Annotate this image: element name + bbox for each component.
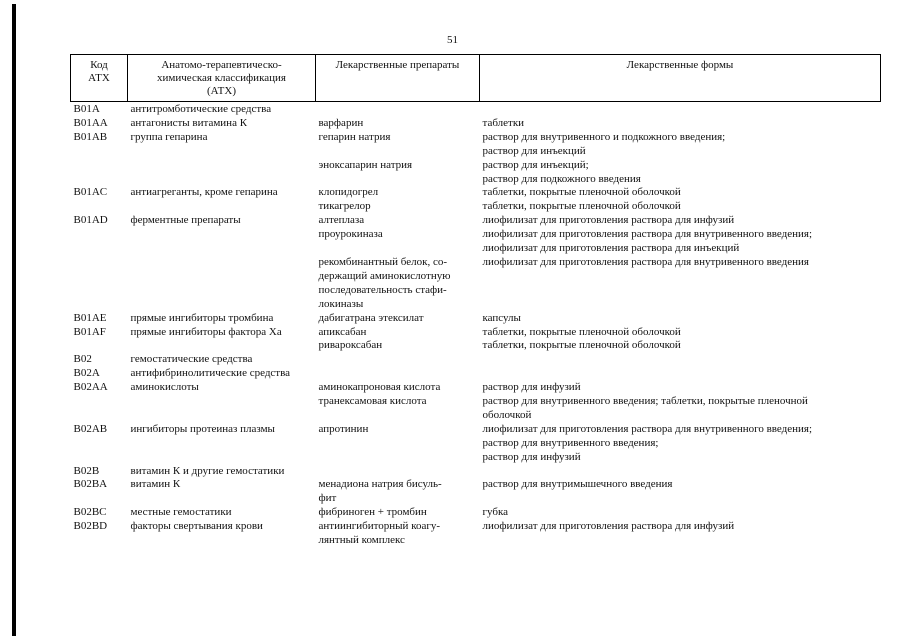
dosage-form-line: таблетки	[482, 116, 525, 129]
drug-cell	[316, 200, 480, 214]
classification-cell: местные гемостатики	[130, 506, 232, 519]
drug-cell	[316, 159, 480, 187]
dosage-form-line: раствор для внутривенного введения;	[482, 436, 659, 449]
drug-cell	[316, 339, 480, 353]
table-row	[71, 465, 881, 479]
table-row	[71, 339, 881, 353]
header-drugs	[316, 55, 480, 102]
table-row	[71, 478, 881, 506]
table-row	[71, 326, 881, 340]
drug-cell	[316, 381, 480, 395]
table-row	[71, 381, 881, 395]
dosage-form-cell	[480, 102, 881, 117]
header-line: (АТХ)	[207, 85, 236, 97]
classification-cell: антифибринолитические средства	[130, 367, 291, 380]
drug-line: варфарин	[318, 116, 364, 129]
atx-code-cell	[71, 256, 128, 312]
table-row	[71, 395, 881, 423]
dosage-form-line: раствор для подкожного введения	[482, 172, 641, 185]
drug-line: апиксабан	[318, 325, 367, 338]
dosage-form-cell	[480, 423, 881, 465]
drug-line: лянтный комплекс	[318, 534, 405, 547]
atx-code-cell: B02BC	[73, 506, 107, 519]
atx-code-cell: B01AC	[73, 186, 108, 199]
drug-line: держащий аминокислотную	[318, 269, 451, 282]
dosage-form-cell	[480, 131, 881, 159]
dosage-form-cell	[480, 339, 881, 353]
drug-cell	[316, 117, 480, 131]
table-row	[71, 228, 881, 256]
dosage-form-line: лиофилизат для приготовления раствора для внутривенного введения;	[482, 228, 813, 241]
table-row	[71, 214, 881, 228]
drug-line: рекомбинантный белок, со-	[318, 255, 447, 268]
table-row	[71, 367, 881, 381]
header-line: АТХ	[88, 72, 110, 84]
header-line: Лекарственные препараты	[335, 59, 460, 71]
dosage-form-cell	[480, 520, 881, 548]
table-row	[71, 186, 881, 200]
dosage-form-line: таблетки, покрытые пленочной оболочкой	[482, 325, 681, 338]
atx-code-cell	[71, 228, 128, 256]
drug-line: эноксапарин натрия	[318, 158, 413, 171]
table-row	[71, 353, 881, 367]
dosage-form-cell	[480, 117, 881, 131]
drug-cell	[316, 186, 480, 200]
classification-cell: факторы свертывания крови	[130, 520, 263, 533]
table-row	[71, 159, 881, 187]
dosage-form-line: оболочкой	[482, 408, 532, 421]
drug-line: локиназы	[318, 297, 364, 310]
dosage-form-line: раствор для внутривенного введения; таблетки, покрытые пленочной	[482, 395, 808, 408]
drug-cell	[316, 506, 480, 520]
atx-code-cell: B02	[73, 353, 92, 366]
classification-cell	[128, 339, 316, 353]
atx-code-cell: B01AD	[73, 214, 108, 227]
drug-line: клопидогрел	[318, 186, 379, 199]
classification-cell	[128, 228, 316, 256]
dosage-form-cell	[480, 381, 881, 395]
atx-code-cell: B01AA	[73, 116, 108, 129]
classification-cell: прямые ингибиторы тромбина	[130, 311, 274, 324]
drug-line: апротинин	[318, 422, 369, 435]
table-body	[71, 102, 881, 549]
classification-cell: гемостатические средства	[130, 353, 253, 366]
drug-cell	[316, 395, 480, 423]
drug-line: менадиона натрия бисуль-	[318, 478, 442, 491]
atx-code-cell	[71, 159, 128, 187]
atx-code-cell	[71, 200, 128, 214]
table-row	[71, 256, 881, 312]
classification-cell: антагонисты витамина К	[130, 116, 248, 129]
classification-cell	[128, 159, 316, 187]
drug-cell	[316, 312, 480, 326]
table-row	[71, 423, 881, 465]
drug-line: фибриноген + тромбин	[318, 506, 427, 519]
drug-line: ривароксабан	[318, 339, 383, 352]
dosage-form-line: раствор для внутримышечного введения	[482, 478, 673, 491]
drug-cell	[316, 228, 480, 256]
dosage-form-line: раствор для внутривенного и подкожного введения;	[482, 130, 726, 143]
dosage-form-line: лиофилизат для приготовления раствора для инфузий	[482, 520, 735, 533]
drug-line: фит	[318, 492, 337, 505]
atx-code-cell	[71, 395, 128, 423]
drug-cell	[316, 326, 480, 340]
atx-code-cell: B01AF	[73, 325, 106, 338]
atx-code-cell: B02AB	[73, 422, 108, 435]
dosage-form-cell	[480, 228, 881, 256]
drug-line: гепарин натрия	[318, 130, 391, 143]
table-row	[71, 520, 881, 548]
atx-code-cell: B02A	[73, 367, 100, 380]
atx-code-cell: B02B	[73, 464, 100, 477]
drug-cell	[316, 465, 480, 479]
dosage-form-line: лиофилизат для приготовления раствора для внутривенного введения;	[482, 422, 813, 435]
header-line: Лекарственные формы	[626, 59, 734, 71]
drug-line: последовательность стафи-	[318, 283, 447, 296]
dosage-form-line: таблетки, покрытые пленочной оболочкой	[482, 200, 681, 213]
classification-cell	[128, 200, 316, 214]
dosage-form-line: раствор для инфузий	[482, 450, 581, 463]
table-row	[71, 312, 881, 326]
table-row	[71, 131, 881, 159]
classification-cell: ферментные препараты	[130, 214, 241, 227]
dosage-form-cell	[480, 395, 881, 423]
drug-cell	[316, 131, 480, 159]
dosage-form-line: губка	[482, 506, 509, 519]
scan-edge-bar	[12, 4, 16, 636]
header-forms	[480, 55, 881, 102]
header-line: химическая классификация	[157, 72, 286, 84]
dosage-form-line: лиофилизат для приготовления раствора для инфузий	[482, 214, 735, 227]
table-row	[71, 200, 881, 214]
drug-line: тикагрелор	[318, 200, 371, 213]
dosage-form-line: раствор для инъекций;	[482, 158, 589, 171]
dosage-form-line: раствор для инфузий	[482, 381, 581, 394]
drug-line: аминокапроновая кислота	[318, 381, 441, 394]
classification-cell: прямые ингибиторы фактора Ха	[130, 325, 282, 338]
classification-cell: витамин К	[130, 478, 181, 491]
drug-line: транексамовая кислота	[318, 395, 427, 408]
drug-cell	[316, 353, 480, 367]
atx-code-cell: B02BD	[73, 520, 108, 533]
classification-cell	[128, 256, 316, 312]
dosage-form-cell	[480, 159, 881, 187]
classification-cell	[128, 395, 316, 423]
drug-line: дабигатрана этексилат	[318, 311, 424, 324]
atx-table	[70, 54, 881, 548]
atx-code-cell	[71, 339, 128, 353]
header-classification	[128, 55, 316, 102]
table-row	[71, 506, 881, 520]
header-code	[71, 55, 128, 102]
atx-code-cell: B01AB	[73, 130, 108, 143]
header-line: Код	[90, 59, 108, 71]
header-line: Анатомо-терапевтическо-	[161, 59, 282, 71]
dosage-form-line: лиофилизат для приготовления раствора для инъекций	[482, 242, 740, 255]
dosage-form-cell	[480, 312, 881, 326]
atx-code-cell: B02AA	[73, 381, 108, 394]
dosage-form-cell	[480, 478, 881, 506]
drug-cell	[316, 102, 480, 117]
classification-cell: антиагреганты, кроме гепарина	[130, 186, 278, 199]
dosage-form-line: таблетки, покрытые пленочной оболочкой	[482, 339, 681, 352]
table-header	[71, 55, 881, 102]
drug-cell	[316, 478, 480, 506]
atx-code-cell: B01AE	[73, 311, 107, 324]
dosage-form-cell	[480, 326, 881, 340]
dosage-form-cell	[480, 353, 881, 367]
dosage-form-cell	[480, 186, 881, 200]
table-row	[71, 117, 881, 131]
table-row	[71, 102, 881, 117]
dosage-form-cell	[480, 200, 881, 214]
drug-line: алтеплаза	[318, 214, 365, 227]
atx-code-cell: B01A	[73, 103, 100, 115]
dosage-form-line: таблетки, покрытые пленочной оболочкой	[482, 186, 681, 199]
drug-cell	[316, 214, 480, 228]
drug-cell	[316, 423, 480, 465]
page-number: 51	[447, 34, 458, 46]
dosage-form-cell	[480, 506, 881, 520]
drug-cell	[316, 367, 480, 381]
dosage-form-line: раствор для инъекций	[482, 144, 586, 157]
drug-line: проурокиназа	[318, 228, 383, 241]
classification-cell: антитромботические средства	[130, 103, 272, 115]
atx-code-cell: B02BA	[73, 478, 108, 491]
drug-cell	[316, 256, 480, 312]
dosage-form-cell	[480, 367, 881, 381]
classification-cell: ингибиторы протеиназ плазмы	[130, 422, 275, 435]
dosage-form-line: капсулы	[482, 311, 521, 324]
drug-cell	[316, 520, 480, 548]
dosage-form-cell	[480, 465, 881, 479]
dosage-form-cell	[480, 256, 881, 312]
classification-cell: аминокислоты	[130, 381, 199, 394]
dosage-form-line: лиофилизат для приготовления раствора для внутривенного введения	[482, 255, 809, 268]
classification-cell: витамин К и другие гемостатики	[130, 464, 285, 477]
dosage-form-cell	[480, 214, 881, 228]
classification-cell: группа гепарина	[130, 130, 208, 143]
drug-line: антиингибиторный коагу-	[318, 520, 441, 533]
